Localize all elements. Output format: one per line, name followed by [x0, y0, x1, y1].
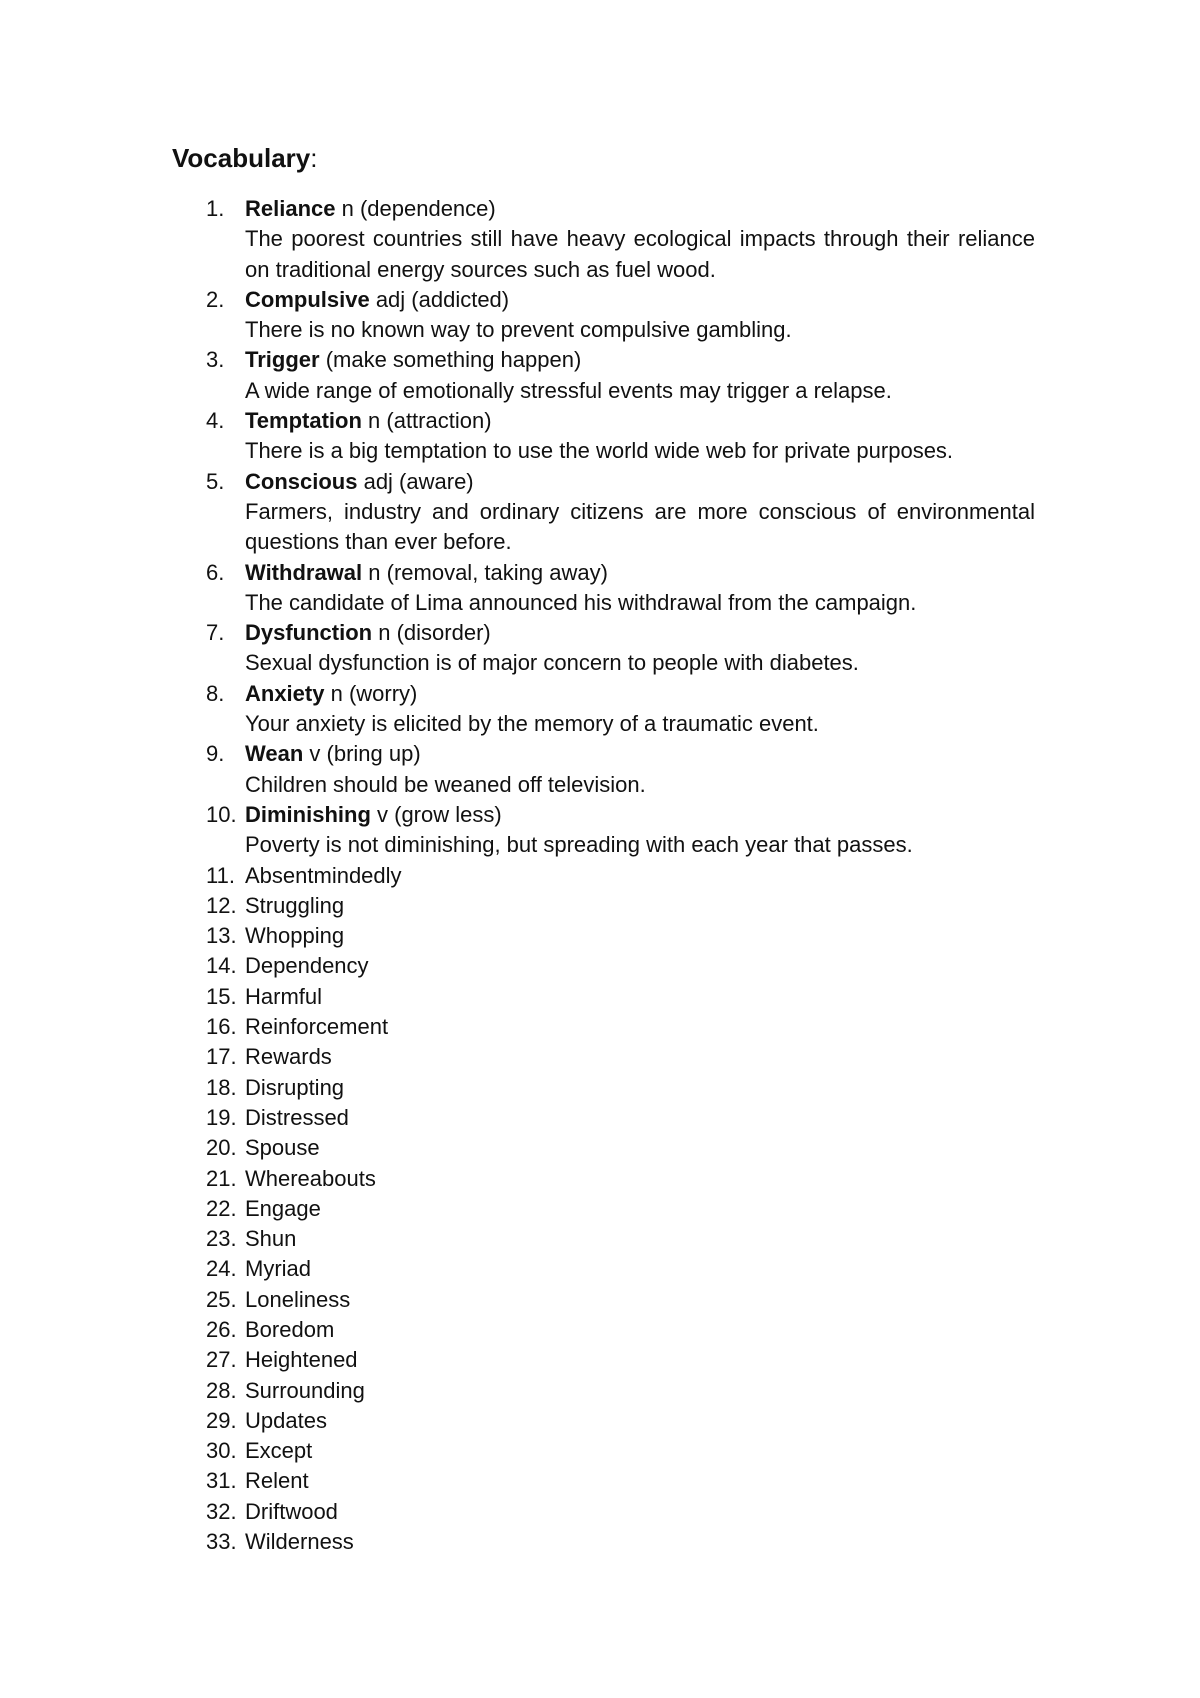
vocab-meaning: v (grow less) [370, 801, 502, 827]
vocab-word-item [0, 1497, 1035, 1527]
vocab-meaning: v (bring up) [303, 741, 421, 767]
vocab-term: Reliance [245, 196, 336, 221]
vocab-word-item [0, 1012, 1035, 1042]
vocab-word: Struggling [245, 892, 345, 918]
vocab-word-item [0, 1285, 1035, 1315]
vocab-word-item [0, 1194, 1035, 1224]
vocab-entry [0, 679, 1035, 740]
item-number: 15. [206, 983, 237, 1009]
vocab-word: Wilderness [245, 1529, 354, 1555]
item-number: 11. [206, 862, 235, 888]
vocab-entry [0, 285, 1035, 346]
vocab-meaning: adj (addicted) [369, 286, 510, 312]
item-number: 6. [206, 559, 225, 585]
vocab-word-item [0, 1164, 1035, 1194]
vocab-entry [0, 467, 1035, 558]
item-number: 2. [206, 286, 225, 312]
item-number: 20. [206, 1135, 237, 1161]
vocab-word-item [0, 1406, 1035, 1436]
example-sentence: A wide range of emotionally stressful events may trigger a relapse. [245, 377, 892, 403]
vocab-word: Reinforcement [245, 1014, 389, 1040]
item-number: 7. [206, 620, 225, 646]
vocab-entry [0, 618, 1035, 679]
example-sentence: Poverty is not diminishing, but spreading with each year that passes. [245, 832, 913, 858]
item-number: 27. [206, 1347, 237, 1373]
vocab-term: Trigger [245, 347, 320, 373]
vocab-meaning: n (removal, taking away) [362, 559, 608, 585]
vocab-word-item [0, 861, 1035, 891]
vocab-word: Driftwood [245, 1498, 338, 1524]
vocab-word: Shun [245, 1226, 297, 1252]
vocab-word-item [0, 951, 1035, 981]
page-title [172, 142, 317, 174]
vocab-word-item [0, 921, 1035, 951]
vocab-word-item [0, 1376, 1035, 1406]
vocab-word: Disrupting [245, 1074, 345, 1100]
example-sentence: Sexual dysfunction is of major concern to people with diabetes. [245, 650, 859, 676]
vocab-term: Withdrawal [245, 559, 363, 585]
vocab-term: Anxiety [245, 680, 325, 706]
vocab-word-item [0, 1254, 1035, 1284]
vocab-entry [0, 345, 1035, 406]
vocab-word-item [0, 1315, 1035, 1345]
item-number: 3. [206, 347, 225, 373]
item-number: 9. [206, 741, 225, 767]
vocab-word: Distressed [245, 1104, 349, 1130]
vocab-term: Temptation [245, 408, 362, 434]
vocab-word: Whereabouts [245, 1165, 376, 1191]
vocab-word: Heightened [245, 1347, 358, 1373]
vocab-entry [0, 406, 1035, 467]
vocab-word-item [0, 1073, 1035, 1103]
item-number: 13. [206, 923, 237, 949]
item-number: 17. [206, 1044, 237, 1070]
vocab-meaning: (make something happen) [319, 347, 582, 373]
vocab-term: Compulsive [245, 286, 370, 312]
example-sentence: Children should be weaned off television. [245, 771, 646, 797]
item-number: 26. [206, 1316, 237, 1342]
vocab-word: Relent [245, 1468, 309, 1494]
vocab-entry [0, 558, 1035, 619]
item-number: 1. [206, 196, 225, 221]
vocab-word: Dependency [245, 953, 369, 979]
vocabulary-list [0, 194, 1200, 1557]
vocab-entry [0, 739, 1035, 800]
item-number: 10. [206, 801, 237, 827]
item-number: 18. [206, 1074, 237, 1100]
vocab-meaning: n (attraction) [361, 408, 492, 434]
vocab-word-item [0, 1224, 1035, 1254]
vocab-word-item [0, 1527, 1035, 1557]
vocab-entry [0, 800, 1035, 861]
vocab-word-item [0, 982, 1035, 1012]
vocab-word: Myriad [245, 1256, 312, 1282]
item-number: 29. [206, 1407, 237, 1433]
item-number: 31. [206, 1468, 237, 1494]
item-number: 21. [206, 1165, 237, 1191]
vocab-word-item [0, 1133, 1035, 1163]
vocab-word-item [0, 1436, 1035, 1466]
vocab-term: Conscious [245, 468, 358, 494]
vocab-term: Diminishing [245, 801, 371, 827]
vocab-word: Except [245, 1438, 313, 1464]
item-number: 22. [206, 1195, 237, 1221]
vocab-word-item [0, 1345, 1035, 1375]
vocab-word: Rewards [245, 1044, 332, 1070]
example-sentence: The candidate of Lima announced his withdrawal from the campaign. [245, 589, 917, 615]
vocab-word: Harmful [245, 983, 323, 1009]
vocab-term: Wean [245, 741, 304, 767]
item-number: 24. [206, 1256, 237, 1282]
example-sentence: Farmers, industry and ordinary citizens are more conscious of environmental questions than ever before. [245, 498, 1035, 555]
item-number: 19. [206, 1104, 237, 1130]
vocab-meaning: n (disorder) [372, 620, 491, 646]
item-number: 23. [206, 1226, 237, 1252]
vocab-word-item [0, 1103, 1035, 1133]
vocab-meaning: n (dependence) [335, 196, 496, 221]
item-number: 8. [206, 680, 225, 706]
vocab-word: Spouse [245, 1135, 320, 1161]
vocab-term: Dysfunction [245, 620, 373, 646]
item-number: 5. [206, 468, 225, 494]
item-number: 32. [206, 1498, 237, 1524]
item-number: 12. [206, 892, 237, 918]
vocab-word: Updates [245, 1407, 327, 1433]
vocab-word: Whopping [245, 923, 345, 949]
vocab-meaning: adj (aware) [357, 468, 474, 494]
vocab-meaning: n (worry) [324, 680, 418, 706]
example-sentence: Your anxiety is elicited by the memory of a traumatic event. [245, 711, 819, 737]
item-number: 30. [206, 1438, 237, 1464]
vocab-entry [0, 194, 1035, 285]
vocab-word: Surrounding [245, 1377, 365, 1403]
item-number: 28. [206, 1377, 237, 1403]
item-number: 33. [206, 1529, 237, 1555]
example-sentence: There is no known way to prevent compulsive gambling. [245, 317, 792, 343]
item-number: 25. [206, 1286, 237, 1312]
example-sentence: There is a big temptation to use the world wide web for private purposes. [245, 438, 954, 464]
item-number: 4. [206, 408, 225, 434]
title-colon: : [310, 143, 318, 173]
vocab-word-item [0, 891, 1035, 921]
item-number: 14. [206, 953, 237, 979]
vocab-word-item [0, 1042, 1035, 1072]
example-sentence: The poorest countries still have heavy ecological impacts through their reliance on traditional energy sources such as fuel wood. [245, 226, 1035, 282]
vocab-word-item [0, 1466, 1035, 1496]
vocab-word: Loneliness [245, 1286, 351, 1312]
vocab-word: Absentmindedly [245, 862, 402, 888]
item-number: 16. [206, 1014, 237, 1040]
vocab-word: Engage [245, 1195, 321, 1221]
vocab-word: Boredom [245, 1316, 335, 1342]
title-text: Vocabulary [172, 143, 311, 173]
